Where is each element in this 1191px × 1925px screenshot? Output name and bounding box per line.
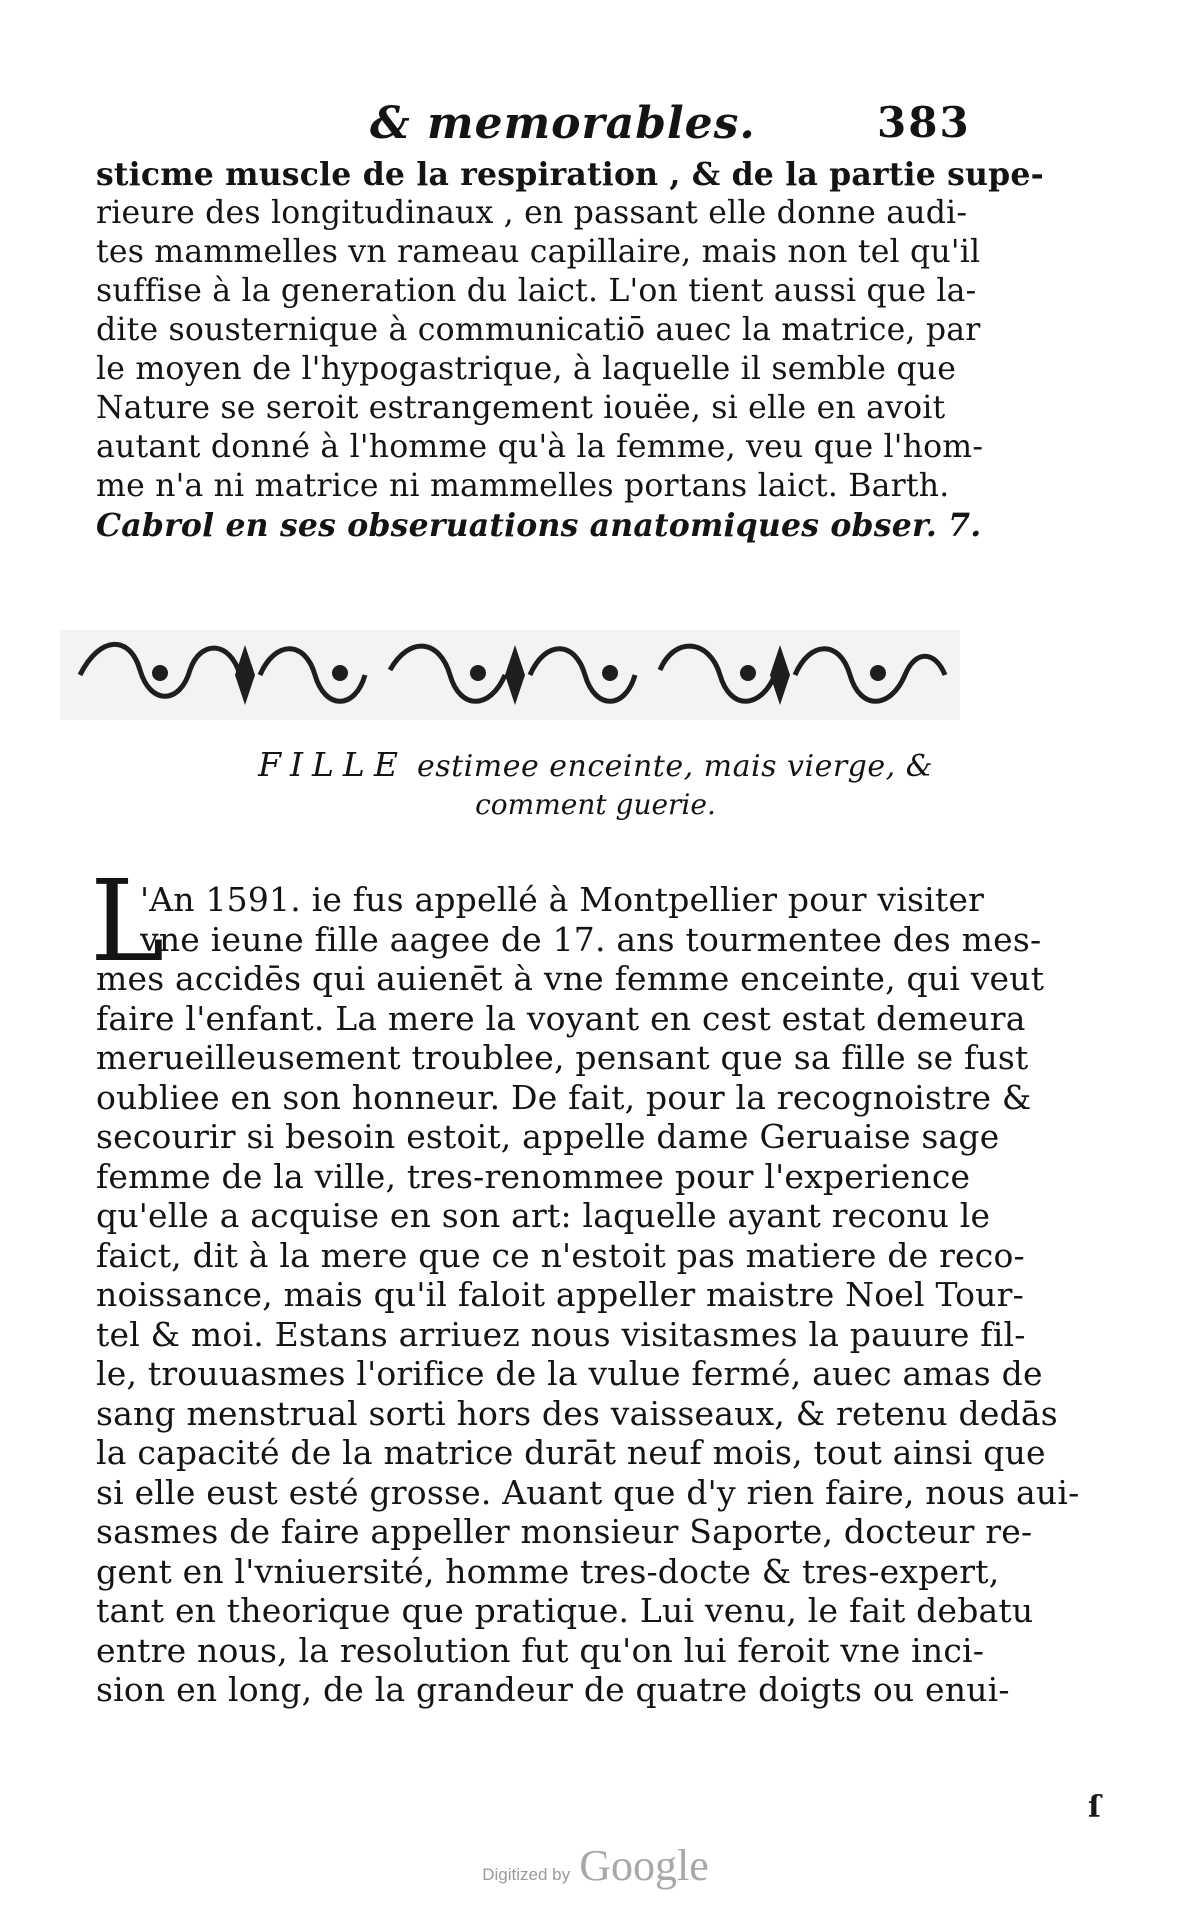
running-title: & memorables. [370,98,756,149]
stray-ink-mark: ſ [1088,1790,1101,1825]
text-line: le moyen de l'hypogastrique, à laquelle il semble que [96,351,957,387]
text-line: la capacité de la matrice durāt neuf mois, tout ainsi que [96,1433,1046,1472]
text-line: gent en l'vniuersité, homme tres-docte & tres-expert, [96,1551,1000,1591]
text-line: 'An 1591. ie fus appellé à Montpellier pour visiter [140,880,985,919]
text-line: si elle eust esté grosse. Auant que d'y rien faire, nous aui- [96,1472,1080,1512]
digitization-watermark [0,1840,1191,1891]
text-line: faire l'enfant. La mere la voyant en cest estat demeura [96,998,1026,1038]
text-line: rieure des longitudinaux , en passant elle donne audi- [96,195,968,231]
text-line: dite sousternique à communicatiō auec la matrice, par [96,312,981,348]
text-line: tant en theorique que pratique. Lui venu, le fait debatu [96,1591,1034,1630]
text-line: tel & moi. Estans arriuez nous visitasmes la pauure fil- [96,1314,1026,1354]
continued-paragraph [96,155,1044,545]
text-line: Nature se seroit estrangement iouëe, si elle en avoit [96,390,946,426]
drop-cap-letter: L [90,857,165,987]
main-paragraph [90,857,1080,1710]
text-line: femme de la ville, tres-renommee pour l'experience [96,1156,971,1196]
text-line: le, trouuasmes l'orifice de la vulue fermé, auec amas de [96,1354,1043,1393]
text-line: faict, dit à la mere que ce n'estoit pas matiere de reco- [96,1235,1025,1275]
text-line: suffise à la generation du laict. L'on tient aussi que la- [96,273,977,309]
citation-line: Cabrol en ses obseruations anatomiques obser. 7. [96,507,982,544]
text-line: autant donné à l'homme qu'à la femme, veu que l'hom- [96,429,984,465]
text-line: entre nous, la resolution fut qu'on lui feroit vne inci- [96,1630,985,1670]
text-line: vne ieune fille aagee de 17. ans tourmentee des mes- [140,919,1042,959]
google-logo-text: Google [579,1841,709,1890]
text-line: sion en long, de la grandeur de quatre doigts ou enui- [96,1670,1010,1709]
page-number: 383 [877,98,971,147]
text-line: secourir si besoin estoit, appelle dame Geruaise sage [96,1117,1000,1156]
section-heading [0,745,1191,784]
text-line: tes mammelles vn rameau capillaire, mais non tel qu'il [96,234,981,270]
text-line: qu'elle a acquise en son art: laquelle ayant reconu le [96,1196,991,1235]
decorative-ornament-band [60,615,960,735]
text-line: sang menstrual sorti hors des vaisseaux, & retenu dedās [96,1393,1058,1433]
heading-title-word: FILLE [258,745,407,784]
text-line: noissance, mais qu'il faloit appeller maistre Noel Tour- [96,1275,1024,1314]
text-line: sticme muscle de la respiration , & de la partie supe- [96,156,1044,193]
digitized-by-label: Digitized by [482,1865,571,1884]
page-header [0,98,1191,158]
text-line: oubliee en son honneur. De fait, pour la recognoistre & [96,1077,1032,1117]
heading-title-rest: estimee enceinte, mais vierge, & [406,749,933,784]
text-line: sasmes de faire appeller monsieur Saporte, docteur re- [96,1512,1033,1551]
text-line: merueilleusement troublee, pensant que sa fille se fust [96,1038,1029,1077]
section-subheading: comment guerie. [475,788,716,821]
text-line: me n'a ni matrice ni mammelles portans laict. Barth. [96,468,950,504]
text-line: mes accidēs qui auienēt à vne femme enceinte, qui veut [96,959,1045,998]
